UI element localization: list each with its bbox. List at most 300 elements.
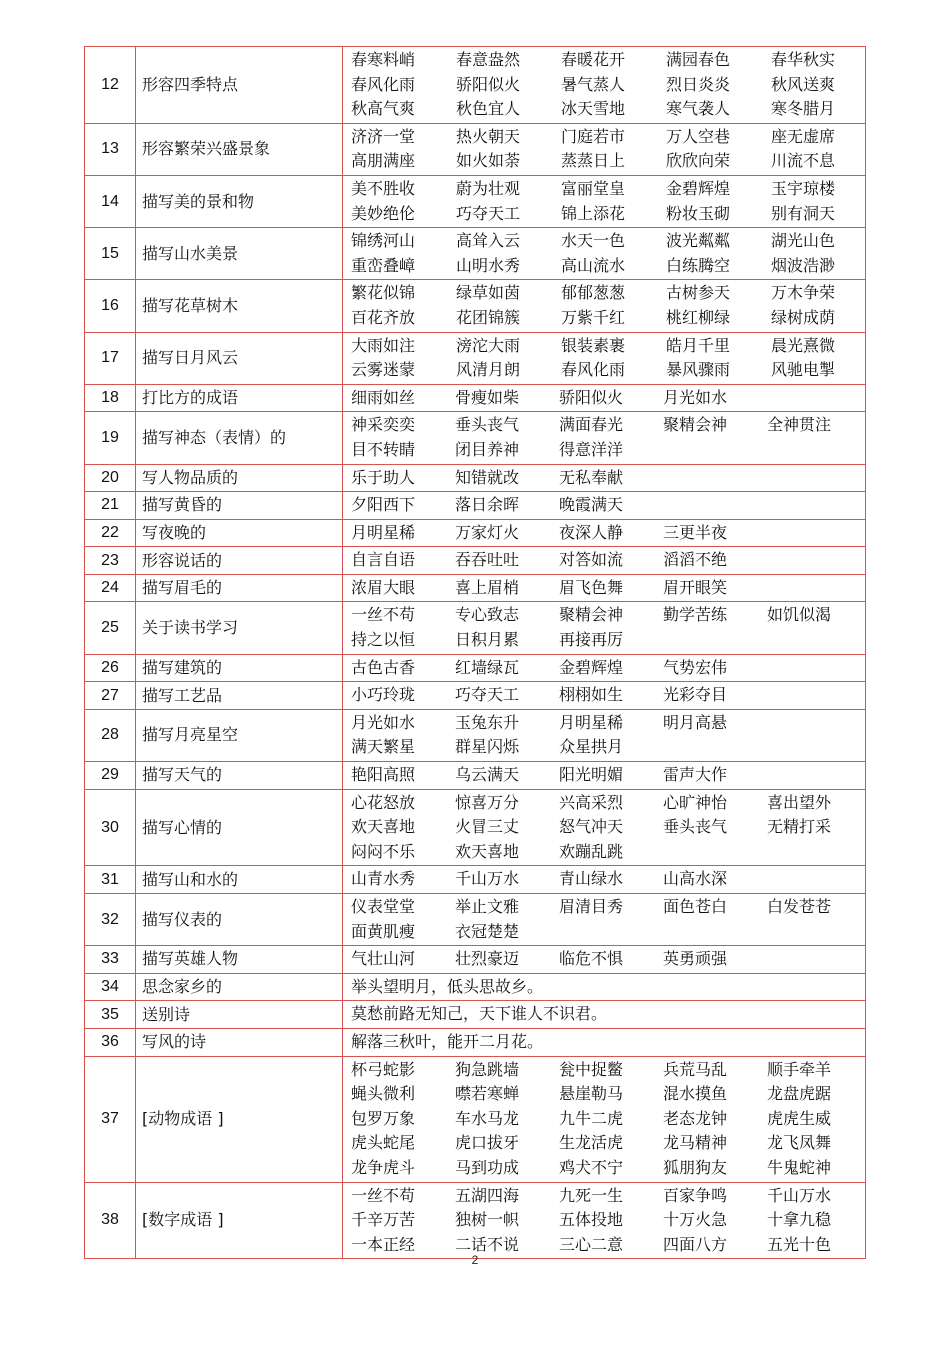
row-content [343, 175, 866, 227]
row-topic: 写风的诗 [136, 1028, 343, 1056]
idiom: 混水摸鱼 [663, 1084, 728, 1104]
idiom-line [351, 735, 865, 760]
row-content [343, 123, 866, 175]
idiom-line [351, 895, 865, 920]
idiom: 万木争荣 [771, 283, 836, 303]
idiom: 杯弓蛇影 [351, 1059, 416, 1079]
idiom: 繁花似锦 [351, 283, 416, 303]
row-number: 19 [85, 412, 136, 464]
idiom: 晚霞满天 [559, 495, 624, 515]
row-number: 23 [85, 547, 136, 575]
row-number: 30 [85, 789, 136, 866]
idiom: 目不转睛 [351, 439, 416, 459]
row-topic: 写人物品质的 [136, 464, 343, 492]
idiom: 日积月累 [455, 630, 520, 650]
idiom: 万紫千红 [561, 307, 626, 327]
idiom: 火冒三丈 [455, 817, 520, 837]
row-topic: 描写月亮星空 [136, 709, 343, 761]
idiom: 壮烈豪迈 [455, 949, 520, 969]
idiom: 骄阳似火 [559, 387, 624, 407]
idiom: 秋风送爽 [771, 74, 836, 94]
idiom: 面黄肌瘦 [351, 921, 416, 941]
idiom: 瓮中捉鳖 [559, 1059, 624, 1079]
row-topic: [数字成语 ] [136, 1182, 343, 1259]
idiom: 艳阳高照 [351, 765, 416, 785]
row-number: 25 [85, 602, 136, 654]
idiom-line [351, 1131, 865, 1156]
idiom: 衣冠楚楚 [455, 921, 520, 941]
idiom: 十拿九稳 [767, 1210, 832, 1230]
row-content [343, 973, 866, 1001]
idiom: 晨光熹微 [771, 335, 836, 355]
table-row [85, 175, 866, 227]
idiom: 夕阳西下 [351, 495, 416, 515]
table-row [85, 1028, 866, 1056]
idiom: 寒气袭人 [666, 99, 731, 119]
idiom-line [351, 548, 865, 573]
idiom: 山青水秀 [351, 869, 416, 889]
idiom: 粉妆玉砌 [666, 203, 731, 223]
row-content [343, 709, 866, 761]
table-row [85, 973, 866, 1001]
idiom: 临危不惧 [559, 949, 624, 969]
row-topic: 形容繁荣兴盛景象 [136, 123, 343, 175]
idiom: 郁郁葱葱 [561, 283, 626, 303]
row-number: 24 [85, 574, 136, 602]
row-number: 35 [85, 1001, 136, 1029]
idiom: 气壮山河 [351, 949, 416, 969]
table-row [85, 1001, 866, 1029]
idiom: 骨瘦如柴 [455, 387, 520, 407]
row-topic: 描写神态（表情）的 [136, 412, 343, 464]
idiom: 百花齐放 [351, 307, 416, 327]
idiom: 秋色宜人 [456, 99, 521, 119]
row-number: 21 [85, 492, 136, 520]
row-number: 22 [85, 519, 136, 547]
idiom: 勤学苦练 [663, 605, 728, 625]
idiom: 春意盎然 [456, 50, 521, 69]
row-content [343, 384, 866, 412]
idiom: 得意洋洋 [559, 439, 624, 459]
idiom: 波光粼粼 [666, 231, 731, 251]
idiom: 四面八方 [663, 1234, 728, 1254]
idiom: 龙盘虎踞 [767, 1084, 832, 1104]
poem-line: 莫愁前路无知己，天下谁人不识君。 [351, 1004, 608, 1024]
idiom: 老态龙钟 [663, 1108, 728, 1128]
idiom: 对答如流 [559, 550, 624, 570]
table-row [85, 47, 866, 124]
row-topic: 描写仪表的 [136, 894, 343, 946]
idiom: 举止文雅 [455, 897, 520, 916]
idiom: 万家灯火 [455, 522, 520, 542]
idiom: 一丝不苟 [351, 1185, 416, 1205]
idiom: 滔滔不绝 [663, 550, 728, 570]
idiom-line [351, 628, 865, 653]
idiom-line [351, 867, 865, 892]
idiom: 蝇头微利 [351, 1084, 416, 1104]
idiom: 红墙绿瓦 [455, 657, 520, 677]
row-content [343, 894, 866, 946]
row-topic: 描写英雄人物 [136, 946, 343, 974]
idiom-line [351, 1058, 865, 1083]
idiom: 喜出望外 [767, 792, 832, 812]
table-row [85, 464, 866, 492]
row-content [343, 332, 866, 384]
idiom: 气势宏伟 [663, 657, 728, 677]
row-content [343, 412, 866, 464]
row-topic: 描写山和水的 [136, 866, 343, 894]
row-number: 32 [85, 894, 136, 946]
table-row [85, 946, 866, 974]
page-number: 2 [471, 1253, 479, 1267]
idiom-line [351, 493, 865, 518]
row-content [343, 228, 866, 280]
idiom: 暴风骤雨 [666, 360, 731, 380]
idiom: 独树一帜 [455, 1210, 520, 1230]
idiom-line [351, 1208, 865, 1233]
row-number: 36 [85, 1028, 136, 1056]
idiom: 十万火急 [663, 1210, 728, 1230]
idiom-line [351, 1156, 865, 1181]
idiom: 五湖四海 [455, 1185, 520, 1205]
row-topic: 描写山水美景 [136, 228, 343, 280]
idiom: 欢天喜地 [455, 841, 520, 861]
row-number: 37 [85, 1056, 136, 1182]
table-row [85, 682, 866, 710]
idiom: 浓眉大眼 [351, 577, 416, 597]
idiom: 满天繁星 [351, 737, 416, 757]
row-content [343, 1028, 866, 1056]
idiom: 持之以恒 [351, 630, 416, 650]
idiom: 花团锦簇 [456, 307, 521, 327]
table-row [85, 492, 866, 520]
idiom: 二话不说 [455, 1234, 520, 1254]
idiom: 百家争鸣 [663, 1185, 728, 1205]
idiom: 英勇顽强 [663, 949, 728, 969]
table-row [85, 1056, 866, 1182]
idiom: 再接再厉 [559, 630, 624, 650]
idiom: 三更半夜 [663, 522, 728, 542]
idiom-line [351, 386, 865, 411]
row-number: 31 [85, 866, 136, 894]
idiom-line [351, 438, 865, 463]
idiom: 桃红柳绿 [666, 307, 731, 327]
row-content [343, 1001, 866, 1029]
idiom: 无私奉献 [559, 467, 624, 487]
idiom: 牛鬼蛇神 [767, 1157, 832, 1177]
table-row [85, 412, 866, 464]
row-number: 12 [85, 47, 136, 124]
row-number: 16 [85, 280, 136, 332]
idiom: 千山万水 [767, 1185, 832, 1205]
poem-line: 解落三秋叶，能开二月花。 [351, 1031, 544, 1051]
idiom: 心旷神怡 [663, 792, 728, 812]
row-topic: 描写心情的 [136, 789, 343, 866]
idiom: 山明水秀 [456, 255, 521, 275]
idiom: 川流不息 [771, 151, 836, 171]
row-topic: 描写日月风云 [136, 332, 343, 384]
idiom: 车水马龙 [455, 1108, 520, 1128]
idiom: 绿树成荫 [771, 307, 836, 327]
idiom: 兵荒马乱 [663, 1059, 728, 1079]
idiom: 喜上眉梢 [455, 577, 520, 597]
idiom: 月光如水 [351, 712, 416, 732]
idiom: 玉兔东升 [455, 712, 520, 732]
table-row [85, 547, 866, 575]
row-topic: 描写眉毛的 [136, 574, 343, 602]
idiom-line [351, 229, 865, 254]
idiom: 白练腾空 [666, 255, 731, 275]
idiom-line [351, 254, 865, 279]
row-topic: 形容说话的 [136, 547, 343, 575]
idiom: 知错就改 [455, 467, 520, 487]
idiom-line [351, 815, 865, 840]
idiom-line [351, 656, 865, 681]
idiom-line [351, 281, 865, 306]
idiom: 狐朋狗友 [663, 1157, 728, 1177]
idiom: 虎虎生威 [767, 1108, 832, 1128]
idiom: 狗急跳墙 [455, 1059, 520, 1079]
idiom: 水天一色 [561, 231, 626, 251]
table-row [85, 654, 866, 682]
idiom: 惊喜万分 [455, 792, 520, 812]
table-row [85, 332, 866, 384]
table-row [85, 1182, 866, 1259]
idiom: 雷声大作 [663, 765, 728, 785]
idiom: 虎口拔牙 [455, 1133, 520, 1153]
idiom: 锦绣河山 [351, 231, 416, 251]
idiom: 湖光山色 [771, 231, 836, 251]
table-row [85, 123, 866, 175]
idiom: 生龙活虎 [559, 1133, 624, 1153]
idiom: 夜深人静 [559, 522, 624, 542]
row-topic: 描写工艺品 [136, 682, 343, 710]
idiom-line [351, 177, 865, 202]
idiom: 栩栩如生 [559, 685, 624, 705]
idiom: 鸡犬不宁 [559, 1157, 624, 1177]
idiom-line [351, 840, 865, 865]
idiom: 顺手牵羊 [767, 1059, 832, 1079]
table-row [85, 709, 866, 761]
row-content [343, 47, 866, 124]
row-topic: 形容四季特点 [136, 47, 343, 124]
idiom-line [351, 73, 865, 98]
idiom: 月明星稀 [351, 522, 416, 542]
idiom: 暑气蒸人 [561, 74, 626, 94]
row-topic: 关于读书学习 [136, 602, 343, 654]
row-content [343, 547, 866, 575]
row-number: 33 [85, 946, 136, 974]
idiom: 小巧玲珑 [351, 685, 416, 705]
idiom: 欣欣向荣 [666, 151, 731, 171]
idiom: 风驰电掣 [771, 360, 836, 380]
idiom: 春华秋实 [771, 50, 836, 69]
idiom: 眉飞色舞 [559, 577, 624, 597]
idiom: 春风化雨 [351, 74, 416, 94]
row-topic: 写夜晚的 [136, 519, 343, 547]
table-row [85, 762, 866, 790]
idiom: 明月高悬 [663, 712, 728, 732]
idiom: 欢天喜地 [351, 817, 416, 837]
row-number: 38 [85, 1182, 136, 1259]
idiom: 乌云满天 [455, 765, 520, 785]
idiom: 烟波浩渺 [771, 255, 836, 275]
table-row [85, 894, 866, 946]
row-number: 15 [85, 228, 136, 280]
idiom-line [351, 358, 865, 383]
idiom: 群星闪烁 [455, 737, 520, 757]
idiom: 五体投地 [559, 1210, 624, 1230]
idiom: 金碧辉煌 [666, 178, 731, 198]
row-content [343, 519, 866, 547]
idiom: 眉开眼笑 [663, 577, 728, 597]
idiom-line [351, 334, 865, 359]
idiom: 千山万水 [455, 869, 520, 889]
idiom: 春寒料峭 [351, 50, 416, 69]
idiom: 面色苍白 [663, 897, 728, 916]
idiom: 龙争虎斗 [351, 1157, 416, 1177]
idiom: 白发苍苍 [767, 897, 832, 916]
idiom: 门庭若市 [561, 126, 626, 146]
idiom-line [351, 763, 865, 788]
row-content [343, 946, 866, 974]
idiom: 闷闷不乐 [351, 841, 416, 861]
idiom: 大雨如注 [351, 335, 416, 355]
idiom: 阳光明媚 [559, 765, 624, 785]
row-topic: [动物成语 ] [136, 1056, 343, 1182]
idiom: 月光如水 [663, 387, 728, 407]
row-content [343, 866, 866, 894]
idiom-table [84, 46, 866, 1259]
row-number: 18 [85, 384, 136, 412]
idiom: 欢蹦乱跳 [559, 841, 624, 861]
idiom: 绿草如茵 [456, 283, 521, 303]
idiom: 众星拱月 [559, 737, 624, 757]
idiom: 吞吞吐吐 [455, 550, 520, 570]
idiom: 别有洞天 [771, 203, 836, 223]
row-content [343, 682, 866, 710]
row-number: 14 [85, 175, 136, 227]
idiom-line [351, 947, 865, 972]
idiom: 玉宇琼楼 [771, 178, 836, 198]
idiom-line [351, 149, 865, 174]
idiom-line [351, 202, 865, 227]
idiom: 一丝不苟 [351, 605, 416, 625]
idiom: 蒸蒸日上 [561, 151, 626, 171]
idiom: 马到功成 [455, 1157, 520, 1177]
row-content [343, 574, 866, 602]
idiom: 细雨如丝 [351, 387, 416, 407]
idiom: 美妙绝伦 [351, 203, 416, 223]
row-topic: 描写黄昏的 [136, 492, 343, 520]
table-row [85, 574, 866, 602]
idiom-line [351, 791, 865, 816]
idiom: 高山流水 [561, 255, 626, 275]
idiom: 巧夺天工 [456, 203, 521, 223]
row-number: 34 [85, 973, 136, 1001]
idiom: 满面春光 [559, 415, 624, 435]
idiom: 高耸入云 [456, 231, 521, 251]
idiom: 满园春色 [666, 50, 731, 69]
row-topic: 描写美的景和物 [136, 175, 343, 227]
idiom-line [351, 576, 865, 601]
idiom-line [351, 466, 865, 491]
idiom: 落日余晖 [455, 495, 520, 515]
table-row [85, 384, 866, 412]
row-content [343, 1056, 866, 1182]
idiom: 青山绿水 [559, 869, 624, 889]
idiom: 垂头丧气 [455, 415, 520, 435]
row-number: 20 [85, 464, 136, 492]
idiom-line [351, 711, 865, 736]
idiom: 秋高气爽 [351, 99, 416, 119]
idiom: 聚精会神 [663, 415, 728, 435]
row-content [343, 492, 866, 520]
row-topic: 思念家乡的 [136, 973, 343, 1001]
idiom: 冰天雪地 [561, 99, 626, 119]
idiom: 眉清目秀 [559, 897, 624, 916]
idiom: 三心二意 [559, 1234, 624, 1254]
idiom: 云雾迷蒙 [351, 360, 416, 380]
row-topic: 描写天气的 [136, 762, 343, 790]
idiom-line [351, 1107, 865, 1132]
row-topic: 送别诗 [136, 1001, 343, 1029]
idiom: 高朋满座 [351, 151, 416, 171]
idiom: 专心致志 [455, 605, 520, 625]
row-content [343, 762, 866, 790]
idiom: 噤若寒蝉 [455, 1084, 520, 1104]
idiom: 滂沱大雨 [456, 335, 521, 355]
idiom: 九死一生 [559, 1185, 624, 1205]
idiom: 热火朝天 [456, 126, 521, 146]
idiom-line [351, 1082, 865, 1107]
table-row [85, 280, 866, 332]
idiom: 古树参天 [666, 283, 731, 303]
idiom: 自言自语 [351, 550, 416, 570]
idiom: 春暖花开 [561, 50, 626, 69]
idiom: 月明星稀 [559, 712, 624, 732]
poem-line: 举头望明月，低头思故乡。 [351, 976, 544, 996]
idiom: 如饥似渴 [767, 605, 832, 625]
idiom: 金碧辉煌 [559, 657, 624, 677]
idiom: 寒冬腊月 [771, 99, 836, 119]
idiom: 龙马精神 [663, 1133, 728, 1153]
idiom: 聚精会神 [559, 605, 624, 625]
table-row [85, 228, 866, 280]
row-number: 28 [85, 709, 136, 761]
idiom-line [351, 97, 865, 122]
idiom: 全神贯注 [767, 415, 832, 435]
idiom: 兴高采烈 [559, 792, 624, 812]
idiom: 五光十色 [767, 1234, 832, 1254]
idiom: 美不胜收 [351, 178, 416, 198]
idiom: 闭目养神 [455, 439, 520, 459]
idiom-line [351, 306, 865, 331]
row-topic: 描写花草树木 [136, 280, 343, 332]
row-content [343, 280, 866, 332]
idiom: 千辛万苦 [351, 1210, 416, 1230]
idiom: 神采奕奕 [351, 415, 416, 435]
row-number: 29 [85, 762, 136, 790]
row-content [343, 464, 866, 492]
idiom-table-body [85, 47, 866, 1259]
idiom: 光彩夺目 [663, 685, 728, 705]
idiom-line [351, 125, 865, 150]
idiom-line [351, 683, 865, 708]
idiom: 重峦叠嶂 [351, 255, 416, 275]
idiom: 皓月千里 [666, 335, 731, 355]
idiom: 富丽堂皇 [561, 178, 626, 198]
